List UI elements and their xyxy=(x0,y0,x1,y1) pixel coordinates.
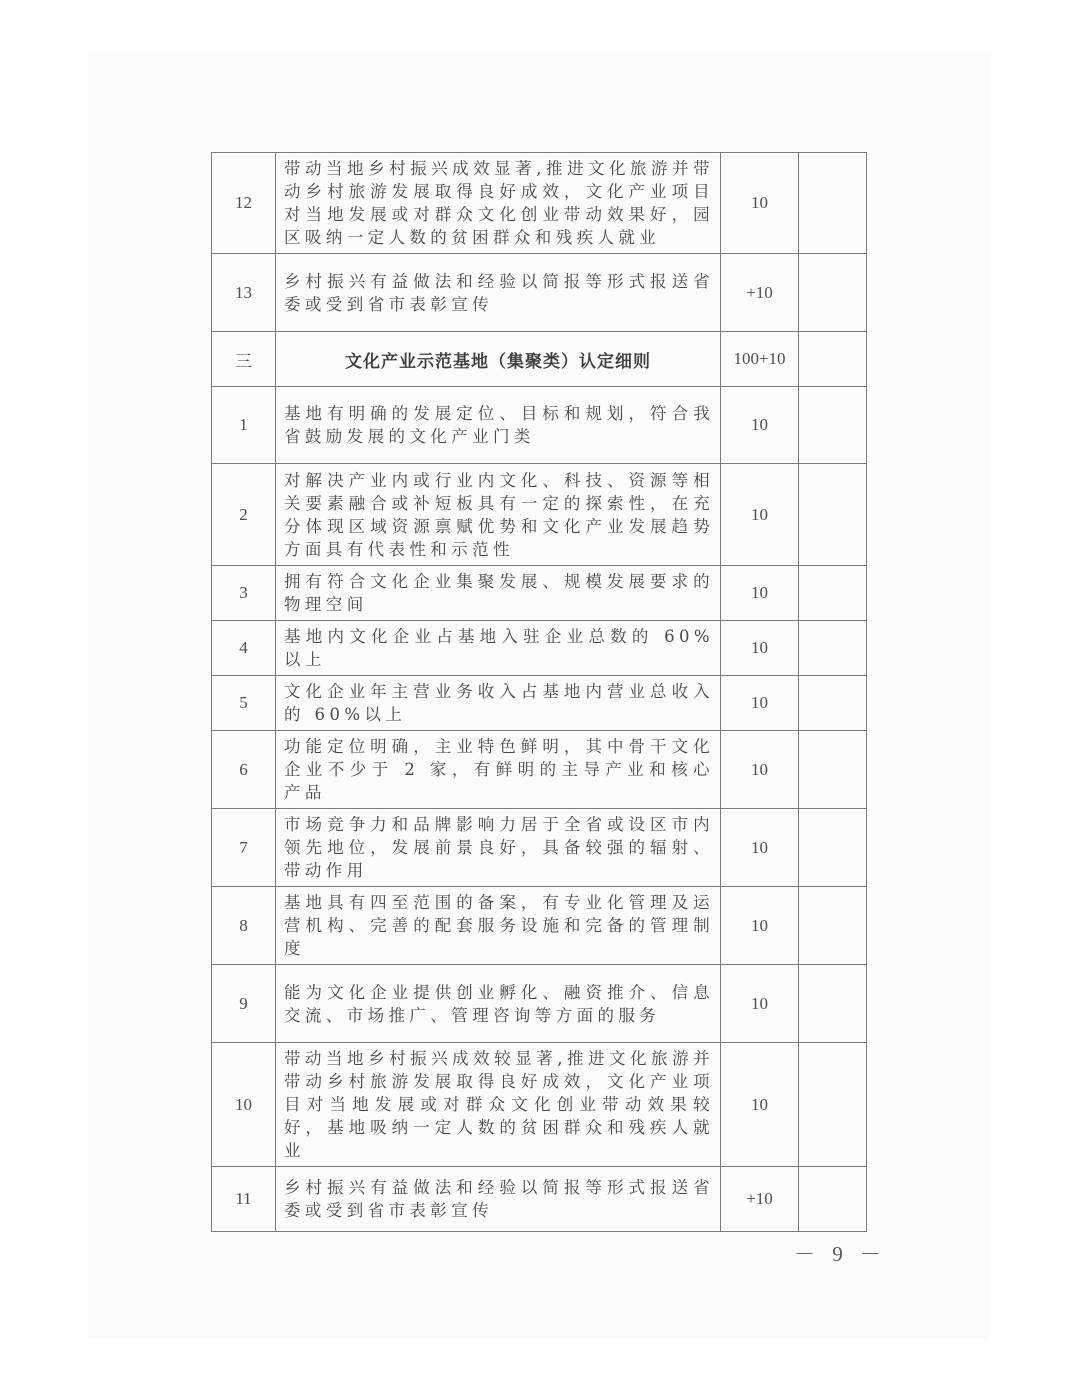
table-row xyxy=(212,809,867,887)
table-row xyxy=(212,464,867,566)
rating-cell xyxy=(799,676,867,731)
score-value: 10 xyxy=(721,965,799,1043)
criterion-text: 乡村振兴有益做法和经验以简报等形式报送省委或受到省市表彰宣传 xyxy=(276,1167,721,1232)
page-number: － 9 － xyxy=(794,1242,887,1266)
table-row xyxy=(212,621,867,676)
row-number: 3 xyxy=(212,566,276,621)
score-value: 10 xyxy=(721,887,799,965)
rating-cell xyxy=(799,254,867,332)
score-value: 10 xyxy=(721,1043,799,1167)
criteria-table xyxy=(211,152,867,1232)
criterion-text: 市场竞争力和品牌影响力居于全省或设区市内领先地位，发展前景良好，具备较强的辐射、带动作用 xyxy=(276,809,721,887)
score-value: 10 xyxy=(721,153,799,254)
table-row xyxy=(212,153,867,254)
row-number: 11 xyxy=(212,1167,276,1232)
table-row xyxy=(212,1043,867,1167)
table-row xyxy=(212,887,867,965)
rating-cell xyxy=(799,621,867,676)
rating-cell xyxy=(799,965,867,1043)
table-row xyxy=(212,566,867,621)
rating-cell xyxy=(799,464,867,566)
table-row xyxy=(212,731,867,809)
row-number: 9 xyxy=(212,965,276,1043)
section-total-score: 100+10 xyxy=(721,332,799,387)
criterion-text: 能为文化企业提供创业孵化、融资推介、信息交流、市场推广、管理咨询等方面的服务 xyxy=(276,965,721,1043)
criterion-text: 乡村振兴有益做法和经验以简报等形式报送省委或受到省市表彰宣传 xyxy=(276,254,721,332)
table-row xyxy=(212,1167,867,1232)
rating-cell xyxy=(799,1167,867,1232)
row-number: 1 xyxy=(212,387,276,464)
score-value: 10 xyxy=(721,387,799,464)
criterion-text: 基地内文化企业占基地入驻企业总数的 60%以上 xyxy=(276,621,721,676)
score-value: 10 xyxy=(721,731,799,809)
row-number: 2 xyxy=(212,464,276,566)
row-number: 6 xyxy=(212,731,276,809)
criterion-text: 对解决产业内或行业内文化、科技、资源等相关要素融合或补短板具有一定的探索性，在充分体现区域资源禀赋优势和文化产业发展趋势方面具有代表性和示范性 xyxy=(276,464,721,566)
table-row xyxy=(212,676,867,731)
rating-cell xyxy=(799,332,867,387)
row-number: 4 xyxy=(212,621,276,676)
score-value: 10 xyxy=(721,621,799,676)
rating-cell xyxy=(799,809,867,887)
score-value: 10 xyxy=(721,464,799,566)
rating-cell xyxy=(799,153,867,254)
criterion-text: 功能定位明确，主业特色鲜明，其中骨干文化企业不少于 2 家，有鲜明的主导产业和核心产品 xyxy=(276,731,721,809)
table-row xyxy=(212,254,867,332)
criterion-text: 基地有明确的发展定位、目标和规划，符合我省鼓励发展的文化产业门类 xyxy=(276,387,721,464)
row-number: 12 xyxy=(212,153,276,254)
score-value: +10 xyxy=(721,1167,799,1232)
row-number: 10 xyxy=(212,1043,276,1167)
score-value: 10 xyxy=(721,676,799,731)
criterion-text: 拥有符合文化企业集聚发展、规模发展要求的物理空间 xyxy=(276,566,721,621)
rating-cell xyxy=(799,731,867,809)
section-header-row xyxy=(212,332,867,387)
table-row xyxy=(212,965,867,1043)
rating-cell xyxy=(799,1043,867,1167)
criterion-text: 基地具有四至范围的备案，有专业化管理及运营机构、完善的配套服务设施和完备的管理制度 xyxy=(276,887,721,965)
criterion-text: 带动当地乡村振兴成效显著,推进文化旅游并带动乡村旅游发展取得良好成效，文化产业项目对当地发展或对群众文化创业带动效果好，园区吸纳一定人数的贫困群众和残疾人就业 xyxy=(276,153,721,254)
table-row xyxy=(212,387,867,464)
rating-cell xyxy=(799,887,867,965)
criterion-text: 文化企业年主营业务收入占基地内营业总收入的 60%以上 xyxy=(276,676,721,731)
section-title: 文化产业示范基地（集聚类）认定细则 xyxy=(276,332,721,387)
rating-cell xyxy=(799,387,867,464)
score-value: 10 xyxy=(721,809,799,887)
score-value: 10 xyxy=(721,566,799,621)
rating-cell xyxy=(799,566,867,621)
criterion-text: 带动当地乡村振兴成效较显著,推进文化旅游并带动乡村旅游发展取得良好成效，文化产业项目对当地发展或对群众文化创业带动效果较好，基地吸纳一定人数的贫困群众和残疾人就业 xyxy=(276,1043,721,1167)
score-value: +10 xyxy=(721,254,799,332)
row-number: 13 xyxy=(212,254,276,332)
row-number: 8 xyxy=(212,887,276,965)
row-number: 7 xyxy=(212,809,276,887)
row-number: 5 xyxy=(212,676,276,731)
section-number: 三 xyxy=(212,332,276,387)
